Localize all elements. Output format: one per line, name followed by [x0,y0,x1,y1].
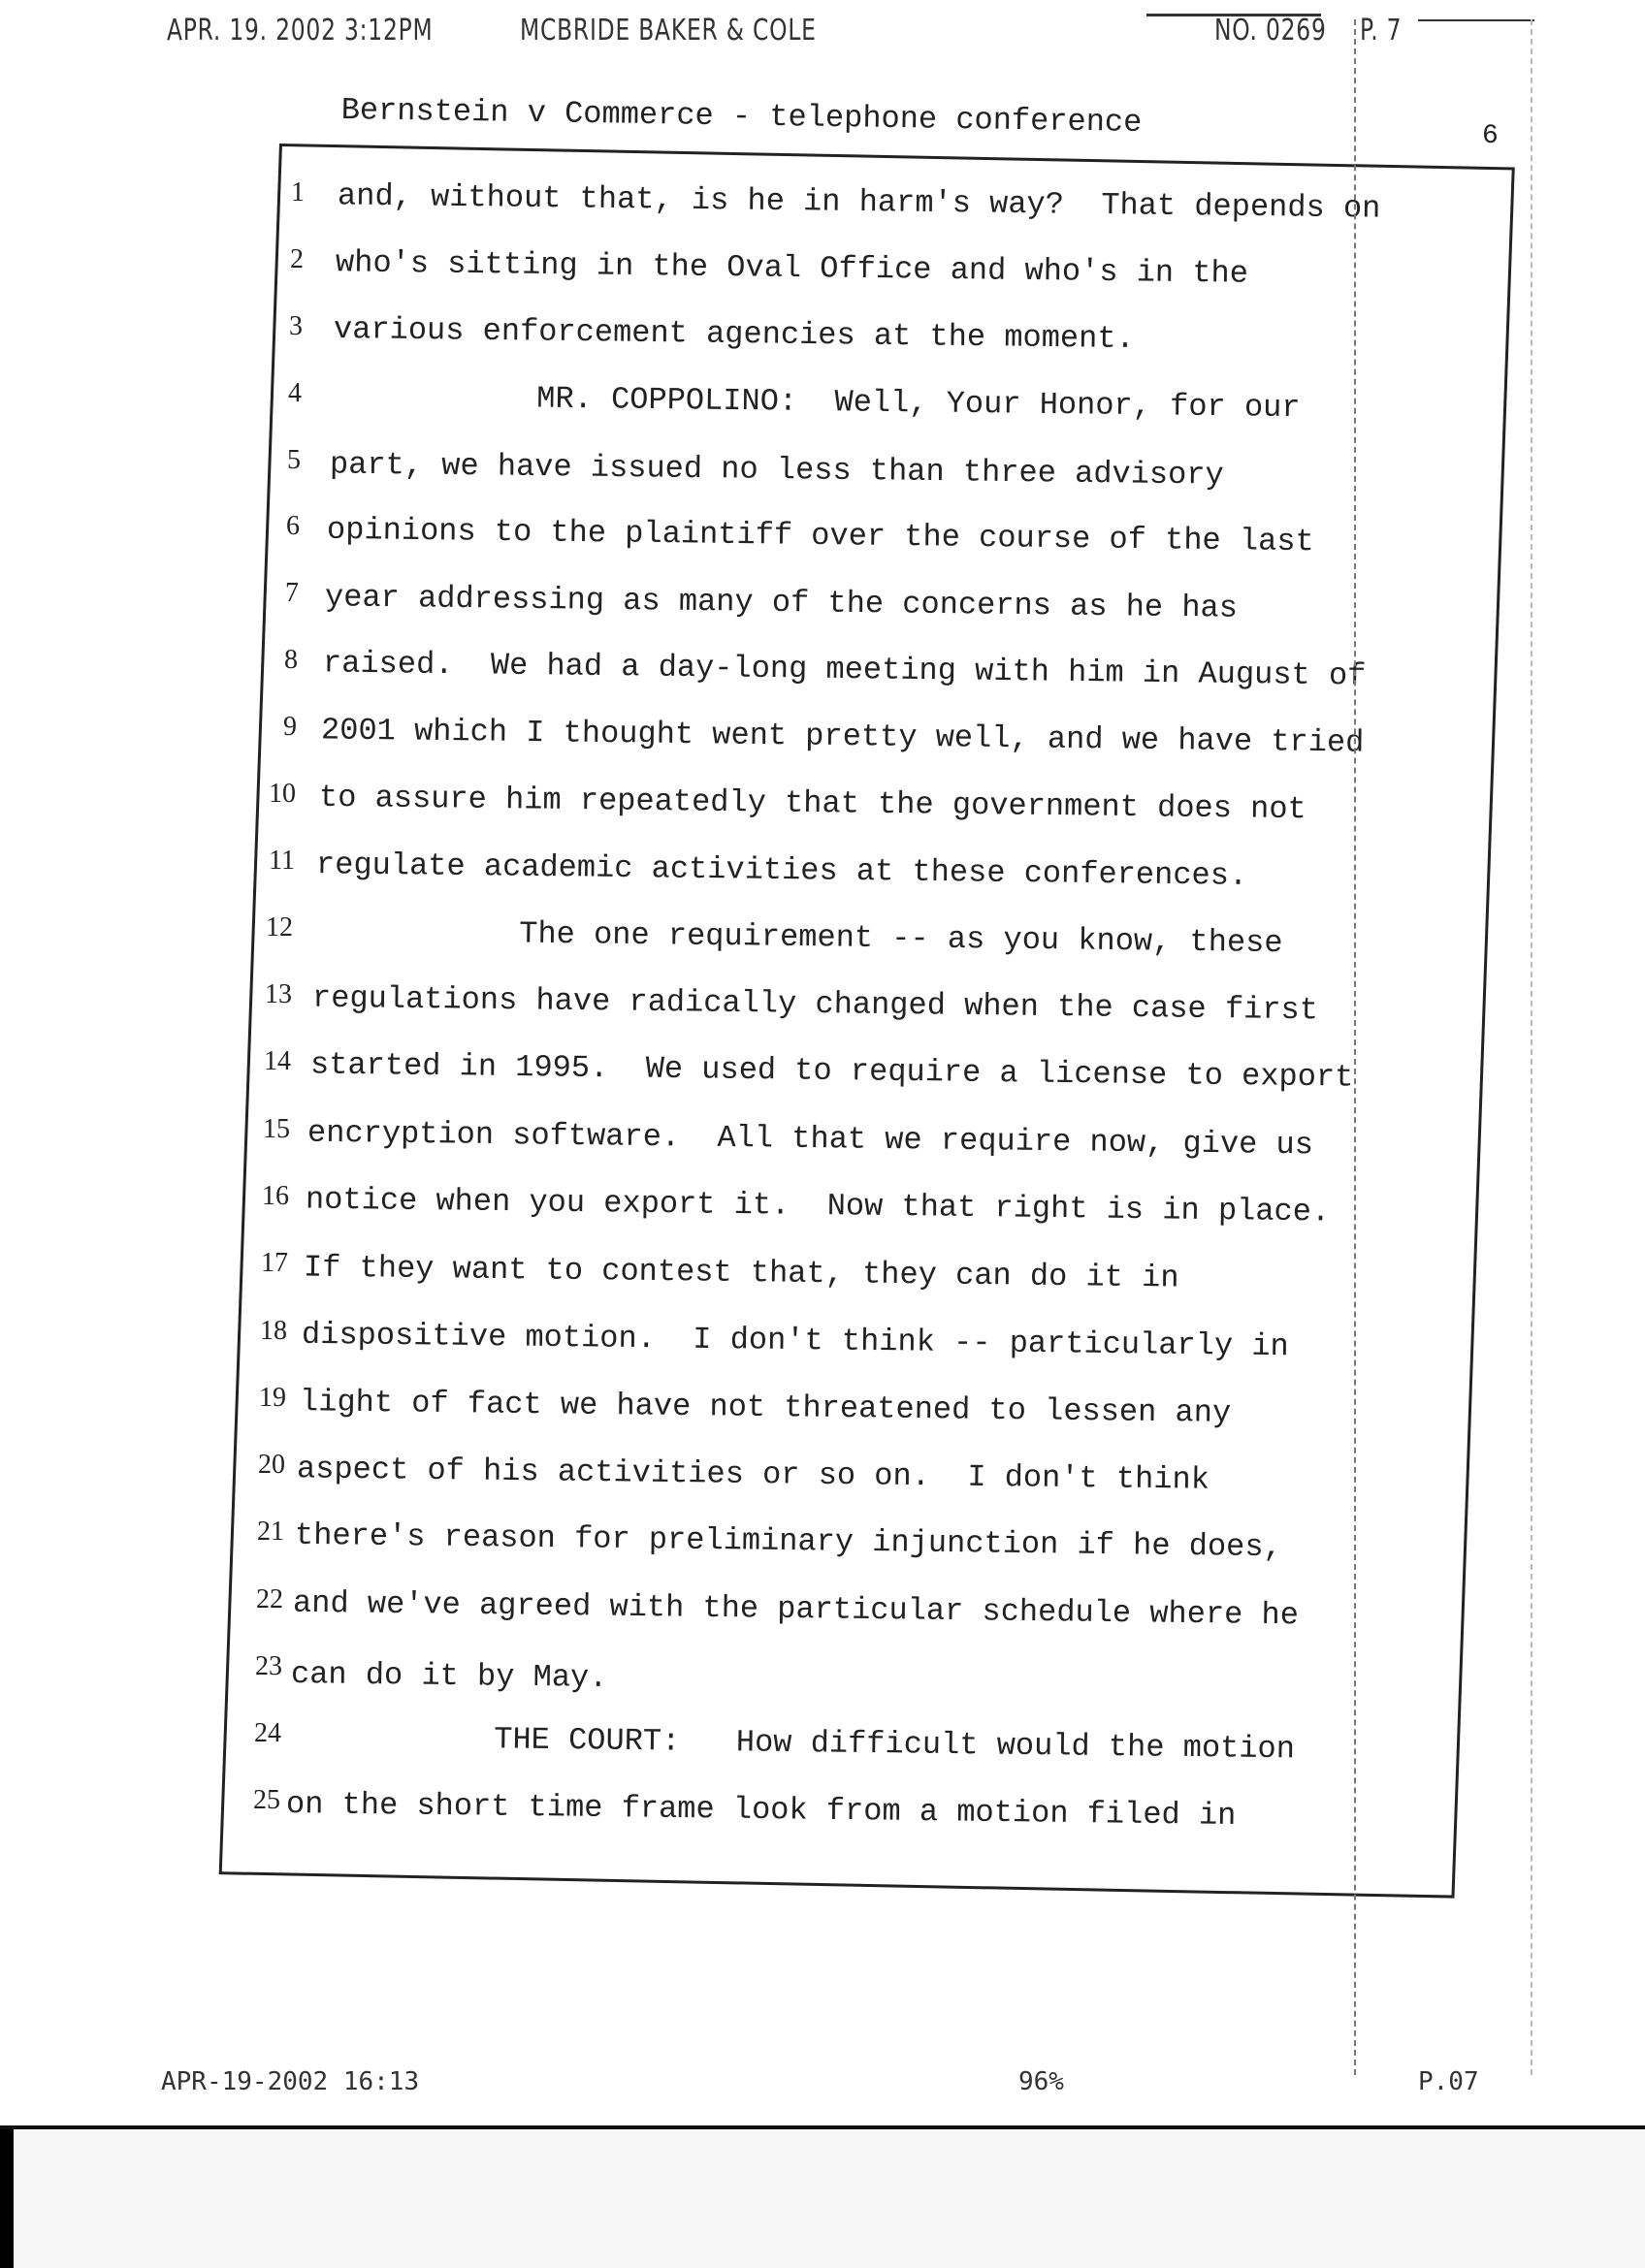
document-header: Bernstein v Commerce - telephone conference [340,92,1143,141]
transcript-line: various enforcement agencies at the moment. [333,310,1135,358]
line-number: 19 [259,1383,286,1413]
scan-bottom-margin [14,2129,1645,2268]
transcript-line: and we've agreed with the particular schedule where he [292,1584,1300,1634]
transcript-line: can do it by May. [290,1656,608,1696]
transcript-line: and, without that, is he in harm's way? That depends on [337,177,1381,227]
line-number: 2 [290,244,304,274]
transcript-line: started in 1995. We used to require a license to export [309,1046,1354,1096]
line-number: 14 [264,1046,291,1076]
line-number: 10 [269,779,296,809]
line-number: 21 [257,1517,284,1547]
transcript-line: If they want to contest that, they can do it in [303,1249,1179,1296]
fax-header-datetime: APR. 19. 2002 3:12PM [167,14,434,48]
transcript-line: 2001 which I thought went pretty well, and we have tried [320,712,1365,761]
line-number: 6 [286,511,300,541]
transcript-line: light of fact we have not threatened to lessen any [299,1384,1232,1431]
line-number: 3 [289,311,303,341]
fax-header-rule-right [1418,19,1534,21]
fax-footer-quality: 96% [1018,2067,1064,2096]
transcript-line: raised. We had a day-long meeting with him in August of [322,645,1367,694]
transcript-line: MR. COPPOLINO: Well, Your Honor, for our [331,377,1301,427]
page-number: 6 [1482,121,1499,151]
transcript-line: to assure him repeatedly that the government does not [318,779,1306,828]
transcript-line: The one requirement -- as you know, these [313,912,1283,962]
transcript-line: aspect of his activities or so on. I don't think [296,1451,1210,1498]
transcript-line: dispositive motion. I don't think -- particularly in [301,1316,1289,1365]
fax-header-firm: MCBRIDE BAKER & COLE [520,14,817,48]
line-number: 15 [263,1114,290,1144]
line-number: 22 [256,1584,283,1614]
line-number: 13 [265,979,292,1009]
line-number: 23 [255,1651,282,1681]
transcript-line: THE COURT: How difficult would the motion [288,1718,1296,1768]
line-number: 7 [285,578,299,608]
fax-footer-page: P.07 [1418,2067,1479,2096]
transcript-line: opinions to the plaintiff over the course of the last [326,511,1314,560]
transcript-line: who's sitting in the Oval Office and who's in the [335,244,1249,292]
scan-corner-shadow [0,2129,14,2268]
transcript-line: regulate academic activities at these conferences. [315,847,1248,894]
transcript-line: on the short time frame look from a motion filed in [285,1786,1237,1834]
transcript-line: part, we have issued no less than three advisory [329,446,1224,494]
line-number: 11 [269,846,295,876]
line-number: 17 [261,1248,288,1278]
scan-fold-line [1354,19,1356,2075]
line-number: 24 [254,1718,281,1748]
fax-footer-datetime: APR-19-2002 16:13 [161,2067,420,2096]
transcript-line: encryption software. All that we require now, give us [306,1114,1314,1164]
transcript-line: notice when you export it. Now that right is in place. [305,1181,1331,1230]
transcript-line: year addressing as many of the concerns as he has [324,579,1239,626]
line-number: 1 [291,177,305,208]
line-number: 25 [253,1785,280,1815]
line-number: 9 [283,712,297,742]
fax-header-page: P. 7 [1360,14,1403,48]
transcript-line: regulations have radically changed when the case first [311,979,1319,1029]
line-number: 4 [288,378,302,408]
line-number: 8 [284,645,298,675]
scan-edge-line [1531,19,1532,2075]
line-number: 18 [260,1316,287,1346]
line-number: 20 [258,1450,285,1480]
line-number: 5 [287,445,301,475]
line-number: 16 [262,1181,289,1211]
fax-header-number: NO. 0269 [1214,14,1327,48]
transcript-line: there's reason for preliminary injunction if he does, [294,1517,1282,1566]
line-number: 12 [266,912,293,942]
